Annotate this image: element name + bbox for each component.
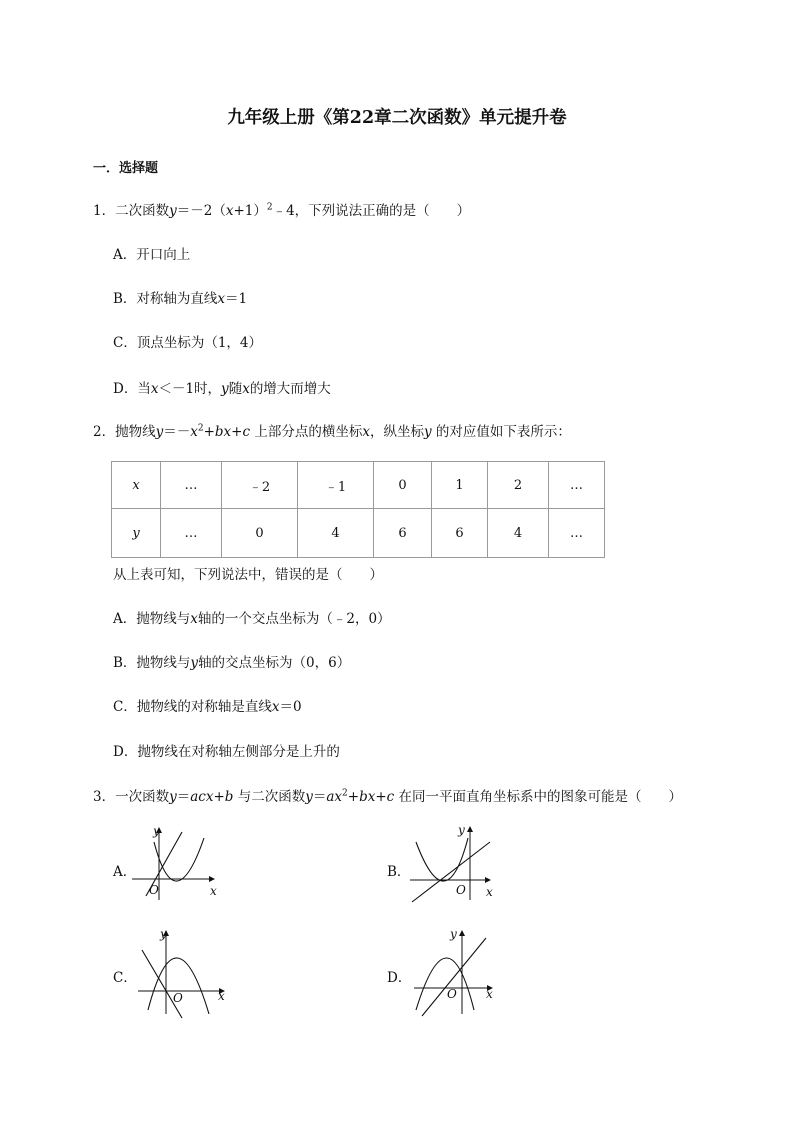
table-cell: 6 bbox=[432, 509, 488, 558]
table-cell: y bbox=[112, 509, 161, 558]
question-number: 2． bbox=[93, 424, 116, 440]
table-cell: 4 bbox=[488, 509, 549, 558]
line bbox=[412, 842, 490, 902]
line bbox=[142, 950, 182, 1018]
origin-label: O bbox=[456, 883, 466, 897]
q1-option-a: A．开口向上 bbox=[113, 247, 191, 263]
table-cell: 2 bbox=[488, 462, 549, 509]
parabola bbox=[148, 958, 209, 1014]
table-cell: … bbox=[161, 462, 222, 509]
q2-option-d: D．抛物线在对称轴左侧部分是上升的 bbox=[113, 744, 340, 760]
q1-option-c: C．顶点坐标为（1，4） bbox=[113, 335, 263, 351]
table-cell: … bbox=[549, 509, 605, 558]
origin-label: O bbox=[447, 987, 457, 1001]
x-axis-label: x bbox=[210, 884, 217, 898]
question-1-stem: 1．二次函数$y=-2(x+1)^2﹣4$，下列说法正确的是（ ） bbox=[93, 202, 471, 219]
graph-option-b bbox=[408, 822, 508, 902]
question-number: 1． bbox=[93, 203, 116, 219]
origin-label: O bbox=[149, 883, 159, 897]
graph-option-a bbox=[132, 822, 232, 902]
table-cell: 4 bbox=[298, 509, 374, 558]
q3-label-b: B． bbox=[387, 864, 411, 880]
parabola bbox=[154, 838, 204, 881]
question-3-stem: 3．一次函数y＝acx+b 与二次函数$y=ax^2+bx+c$ 在同一平面直角坐标系中的图象可能是（ ） bbox=[93, 788, 683, 805]
q2-followup: 从上表可知，下列说法中，错误的是（ ） bbox=[113, 567, 383, 583]
table-row-y bbox=[112, 509, 605, 558]
q2-option-a: A．抛物线与x轴的一个交点坐标为（﹣2，0） bbox=[113, 611, 391, 627]
table-cell: ﹣2 bbox=[222, 462, 298, 509]
table-cell: 6 bbox=[374, 509, 432, 558]
table-cell: … bbox=[549, 462, 605, 509]
q2-option-b: B．抛物线与y轴的交点坐标为（0，6） bbox=[113, 655, 351, 671]
page-title: 九年级上册《第22章二次函数》单元提升卷 bbox=[227, 108, 567, 128]
graph-option-c bbox=[136, 926, 236, 1016]
value-table bbox=[111, 461, 605, 558]
x-axis-label: x bbox=[486, 987, 493, 1001]
q1-option-d: D．当x＜－1时，y随x的增大而增大 bbox=[113, 381, 331, 397]
origin-label: O bbox=[173, 991, 183, 1005]
table-cell: 1 bbox=[432, 462, 488, 509]
table-cell: x bbox=[112, 462, 161, 509]
section-heading: 一．选择题 bbox=[93, 161, 159, 176]
parabola bbox=[416, 958, 474, 1010]
question-number: 3． bbox=[93, 789, 116, 805]
q3-label-c: C． bbox=[113, 970, 137, 986]
line bbox=[422, 938, 486, 1016]
y-axis-label: y bbox=[160, 927, 167, 941]
q3-label-d: D． bbox=[387, 970, 412, 986]
parabola bbox=[416, 838, 468, 881]
table-row-x bbox=[112, 462, 605, 509]
q1-option-b: B．对称轴为直线x＝1 bbox=[113, 291, 248, 307]
table-cell: 0 bbox=[222, 509, 298, 558]
q2-option-c: C．抛物线的对称轴是直线x＝0 bbox=[113, 699, 302, 715]
y-axis-label: y bbox=[450, 927, 457, 941]
q3-label-a: A． bbox=[113, 864, 137, 880]
table-cell: ﹣1 bbox=[298, 462, 374, 509]
graph-option-d bbox=[412, 926, 512, 1016]
x-axis-label: x bbox=[486, 885, 493, 899]
y-axis-label: y bbox=[153, 824, 160, 838]
table-cell: 0 bbox=[374, 462, 432, 509]
y-axis-label: y bbox=[458, 823, 465, 837]
question-2-stem: 2．抛物线$y=-x^2+bx+c$ 上部分点的横坐标x，纵坐标y 的对应值如下表所示： bbox=[93, 423, 571, 440]
table-cell: … bbox=[161, 509, 222, 558]
x-axis-label: x bbox=[218, 989, 225, 1003]
